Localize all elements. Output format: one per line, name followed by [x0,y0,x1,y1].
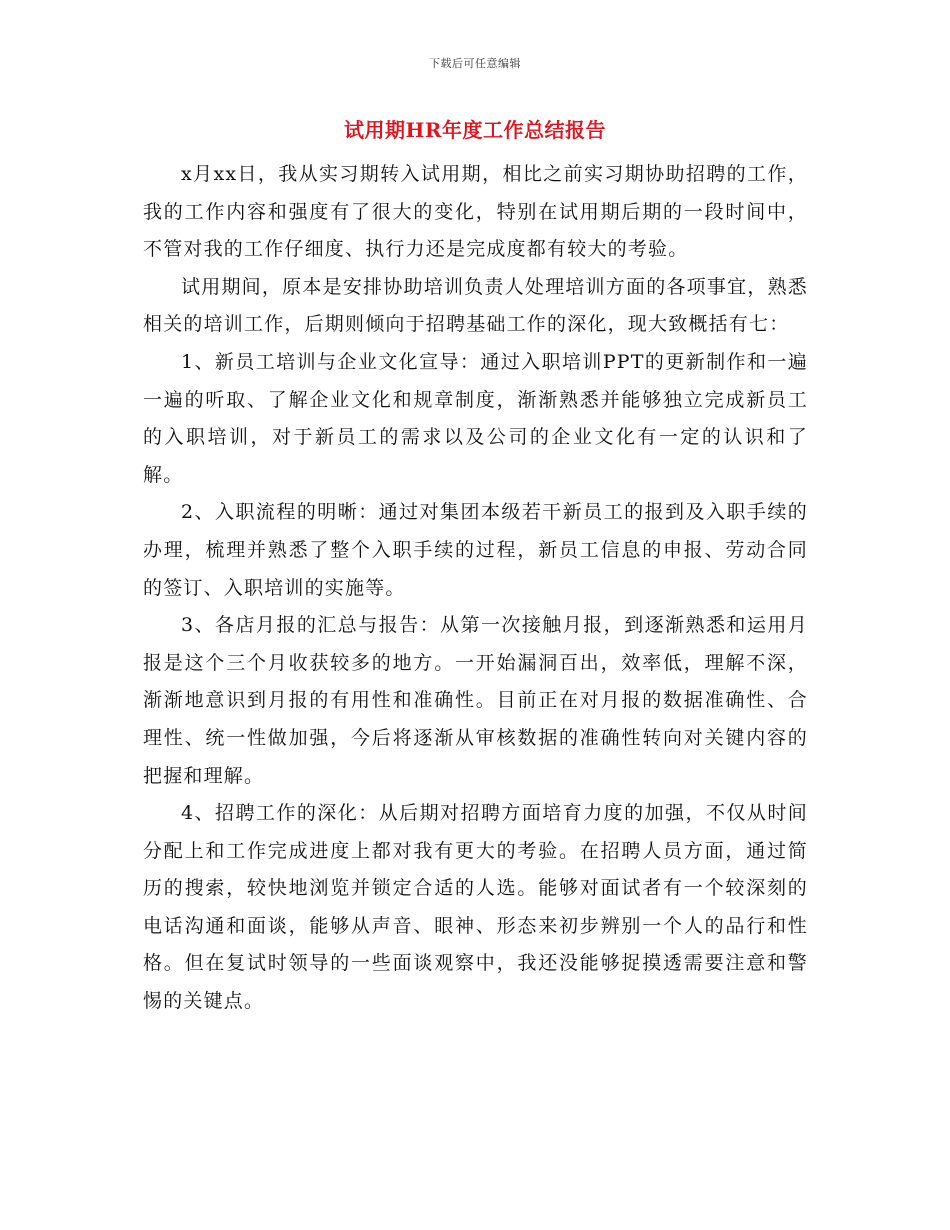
paragraph-intro: x月xx日，我从实习期转入试用期，相比之前实习期协助招聘的工作，我的工作内容和强度有了很大的变化，特别在试用期后期的一段时间中，不管对我的工作仔细度、执行力还是完成度都有较大的考验。 [143,163,808,261]
paragraph-overview: 试用期间，原本是安排协助培训负责人处理培训方面的各项事宜，熟悉相关的培训工作，后期则倾向于招聘基础工作的深化，现大致概括有七： [143,275,808,336]
paragraph-item-1: 1、新员工培训与企业文化宣导：通过入职培训PPT的更新制作和一遍一遍的听取、了解企业文化和规章制度，渐渐熟悉并能够独立完成新员工的入职培训，对于新员工的需求以及公司的企业文化有一定的认识和了解。 [143,350,808,486]
paragraph-item-2: 2、入职流程的明晰：通过对集团本级若干新员工的报到及入职手续的办理，梳理并熟悉了整个入职手续的过程，新员工信息的申报、劳动合同的签订、入职培训的实施等。 [143,501,808,599]
document-body [143,156,808,1021]
paragraph-item-3: 3、各店月报的汇总与报告：从第一次接触月报，到逐渐熟悉和运用月报是这个三个月收获较多的地方。一开始漏洞百出，效率低，理解不深，渐渐地意识到月报的有用性和准确性。目前正在对月报的数据准确性、合理性、统一性做加强，今后将逐渐从审核数据的准确性转向对关键内容的把握和理解。 [143,614,808,787]
document-title: 试用期HR年度工作总结报告 [343,118,607,142]
paragraph-item-4: 4、招聘工作的深化：从后期对招聘方面培育力度的加强，不仅从时间分配上和工作完成进度上都对我有更大的考验。在招聘人员方面，通过简历的搜索，较快地浏览并锁定合适的人选。能够对面试者有一个较深刻的电话沟通和面谈，能够从声音、眼神、形态来初步辨别一个人的品行和性格。但在复试时领导的一些面谈观察中，我还没能够捉摸透需要注意和警惕的关键点。 [143,802,808,1013]
header-note: 下载后可任意编辑 [429,57,521,70]
